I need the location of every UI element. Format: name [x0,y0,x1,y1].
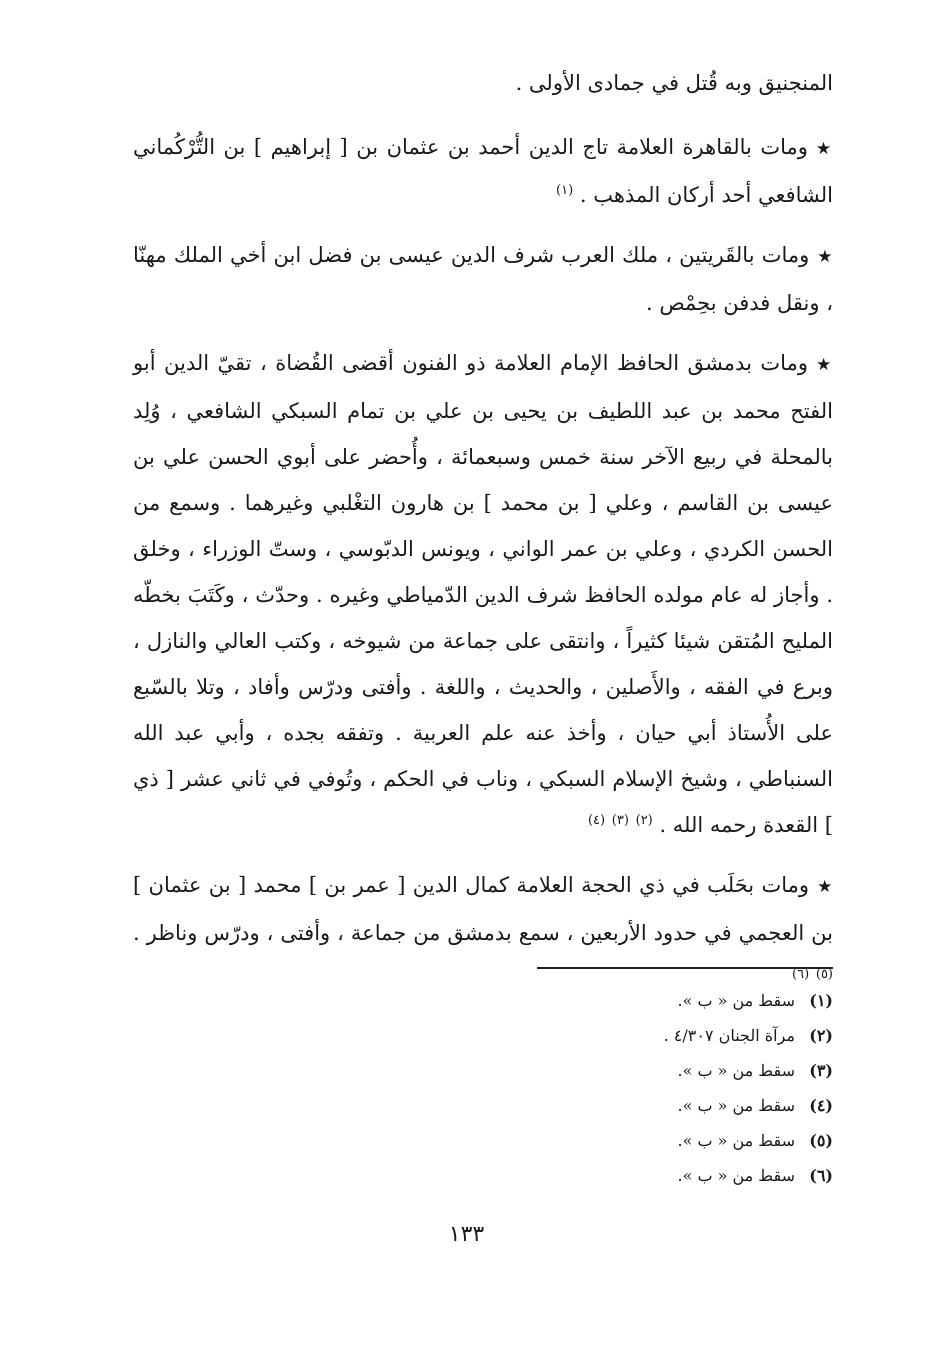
footnote-ref: (٣) [611,813,629,828]
paragraph-entry [133,124,833,218]
paragraph-entry [133,232,833,326]
footnote-text: مرآة الجنان ٤/٣٠٧ . [663,1026,795,1045]
paragraph-text: ومات بالقاهرة العلامة تاج الدين أحمد بن عثمان بن [ إبراهيم ] بن التُّرْكُماني الشافعي أحد أركان المذهب . [133,135,833,207]
footnote-ref: (٥) [815,967,833,982]
footnote-number: (٢) [809,1026,833,1045]
paragraph-text: ومات بالقَريتين ، ملك العرب شرف الدين عيسى بن فضل ابن أخي الملك مهنّا ، ونقل فدفن بحِمْص . [133,243,833,315]
footnote-text: سقط من « ب ». [677,1131,795,1150]
footnote-item [333,1158,833,1193]
footnote-number: (٦) [809,1166,833,1185]
footnote-ref: (١) [556,183,574,198]
paragraph-text: ومات بدمشق الحافظ الإمام العلامة ذو الفنون أقضى القُضاة ، تقيّ الدين أبو الفتح محمد بن عبد اللطيف بن يحيى بن علي بن تمام السبكي الشافعي ، وُلِد بالمحلة في ربيع الآخر سنة خمس وسبعمائة ، وأُحضر على أبوي الحسن علي بن عيسى بن القاسم ، وعلي [ بن محمد ] بن هارون التغْلبي وغيرهما . وسمع من الحسن الكردي ، وعلي بن عمر الواني ، ويونس الدبّوسي ، وستّ الوزراء ، وخلق . وأجاز له عام مولده الحافظ شرف الدين الدّمياطي وغيره . وحدّث ، وكَتَبَ بخطّه المليح المُتقن شيئا كثيراً ، وانتقى على جماعة من شيوخه ، وكتب العالي والنازل ، وبرع في الفقه ، والأَصلين ، والحديث ، واللغة . وأفتى ودرّس وأفاد ، وتلا بالسّبع على الأُستاذ أبي حيان ، وأخذ عنه علم العربية . وتفقه بجده ، وأبي عبد الله السنباطي ، وشيخ الإسلام السبكي ، وناب في الحكم ، وتُوفي في ثاني عشر [ ذي ] القعدة رحمه الله . [133,351,833,837]
footnote-item [333,1123,833,1158]
footnote-item [333,1088,833,1123]
footnote-text: سقط من « ب ». [677,1061,795,1080]
main-text [133,60,833,1016]
footnote-number: (٤) [809,1096,833,1115]
star-icon: ★ [815,355,834,375]
footnote-number: (٥) [809,1131,833,1150]
footnote-number: (٣) [809,1061,833,1080]
footnote-ref: (٢) [635,813,653,828]
footnote-ref: (٦) [792,967,810,982]
footnote-text: سقط من « ب ». [677,1166,795,1185]
page-number: ١٣٣ [448,1222,485,1247]
paragraph-entry [133,862,833,1002]
paragraph-text: ومات بحَلَب في ذي الحجة العلامة كمال الدين [ عمر بن ] محمد [ بن عثمان ] بن العجمي في حدود الأربعين ، سمع بدمشق من جماعة ، وأفتى ، ودرّس وناظر . [133,873,833,945]
star-icon: ★ [815,139,833,159]
star-icon: ★ [817,877,833,897]
footnote-item [333,1053,833,1088]
footnote-number: (١) [809,991,833,1010]
footnote-text: سقط من « ب ». [677,1096,795,1115]
star-icon: ★ [817,247,833,267]
footnote-item [333,983,833,1018]
footnote-item [333,1018,833,1053]
paragraph-continuation [133,60,833,106]
footnote-divider [537,967,833,969]
paragraph-entry [133,340,833,848]
paragraph-text: المنجنيق وبه قُتل في جمادى الأولى . [515,71,833,95]
footnote-text: سقط من « ب ». [677,991,795,1010]
footnote-ref: (٤) [587,813,606,828]
footnotes [333,983,833,1193]
